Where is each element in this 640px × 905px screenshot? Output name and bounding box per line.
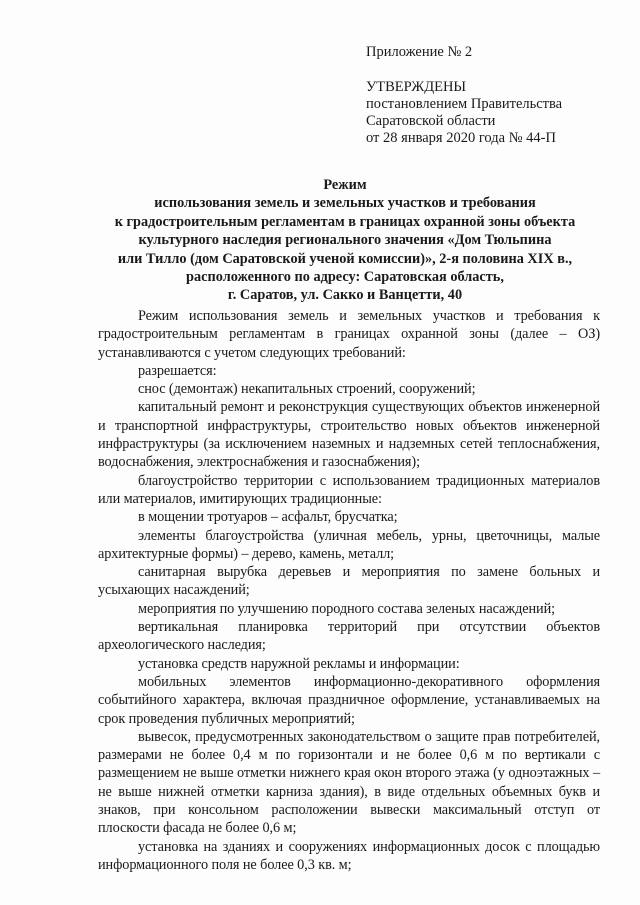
body-paragraph: вывесок, предусмотренных законодательством о защите прав потребителей, размерами не более 0,4 м по горизонтали и не более 0,6 м по вертикали с размещением не выше отметки нижнего края окон второго этажа (у одноэтажных – не выше нижней отметки карниза здания), в виде отдельных объемных букв и знаков, при консольном расположении вывески максимальный отступ от плоскости фасада не более 0,6 м; [98,728,600,837]
approved-by-line-1: постановлением Правительства [366,96,563,112]
approval-date: от 28 января 2020 года № 44-П [366,130,556,146]
appendix-label: Приложение № 2 [366,44,473,60]
body-paragraph: установка на зданиях и сооружениях информационных досок с площадью информационного поля не более 0,3 кв. м; [98,838,600,873]
document-title [80,176,610,305]
title-line: культурного наследия регионального значения «Дом Тюльпина [138,232,552,249]
body-paragraph: установка средств наружной рекламы и информации: [138,655,460,672]
title-line: расположенного по адресу: Саратовская область, [186,269,504,286]
body-paragraph: Режим использования земель и земельных участков и требования к градостроительным регламентам в границах охранной зоны (далее – ОЗ) устанавливаются с учетом следующих требований: [98,308,600,361]
body-paragraph: элементы благоустройства (уличная мебель, урны, цветочницы, малые архитектурные формы) – дерево, камень, металл; [98,527,600,562]
body-paragraph: разрешается: [138,362,217,379]
title-line: использования земель и земельных участков и требования [154,195,536,212]
title-line: Режим [323,177,367,193]
approved-heading: УТВЕРЖДЕНЫ [366,79,467,95]
body-paragraph: благоустройство территории с использованием традиционных материалов или материалов, имитирующих традиционные: [98,472,600,507]
body-paragraph: мероприятия по улучшению породного состава зеленых насаждений; [138,600,556,617]
spacer [366,61,562,79]
body-paragraph: снос (демонтаж) некапитальных строений, сооружений; [138,381,476,398]
body-paragraph: вертикальная планировка территорий при отсутствии объектов археологического наследия; [98,619,600,654]
body-paragraph: в мощении тротуаров – асфальт, брусчатка; [138,509,398,526]
body-paragraph: мобильных элементов информационно-декоративного оформления событийного характера, включая праздничное оформление, устанавливаемых на срок проведения публичных мероприятий; [98,673,600,727]
title-line: к градостроительным регламентам в границах охранной зоны объекта [114,213,576,230]
title-line: г. Саратов, ул. Сакко и Ванцетти, 40 [227,287,463,304]
title-line: или Тилло (дом Саратовской ученой комиссии)», 2-я половина XIX в., [117,250,573,267]
approved-by-line-2: Саратовской области [366,113,496,129]
document-body [98,307,600,874]
body-paragraph: капитальный ремонт и реконструкция существующих объектов инженерной и транспортной инфраструктуры, строительство новых объектов инженерной инфраструктуры (за исключением наземных и надземных сетей теплоснабжения, водоснабжения, электроснабжения и газоснабжения); [98,399,600,471]
approval-block [366,44,562,147]
body-paragraph: санитарная вырубка деревьев и мероприятия по замене больных и усыхающих насаждений; [98,564,600,599]
